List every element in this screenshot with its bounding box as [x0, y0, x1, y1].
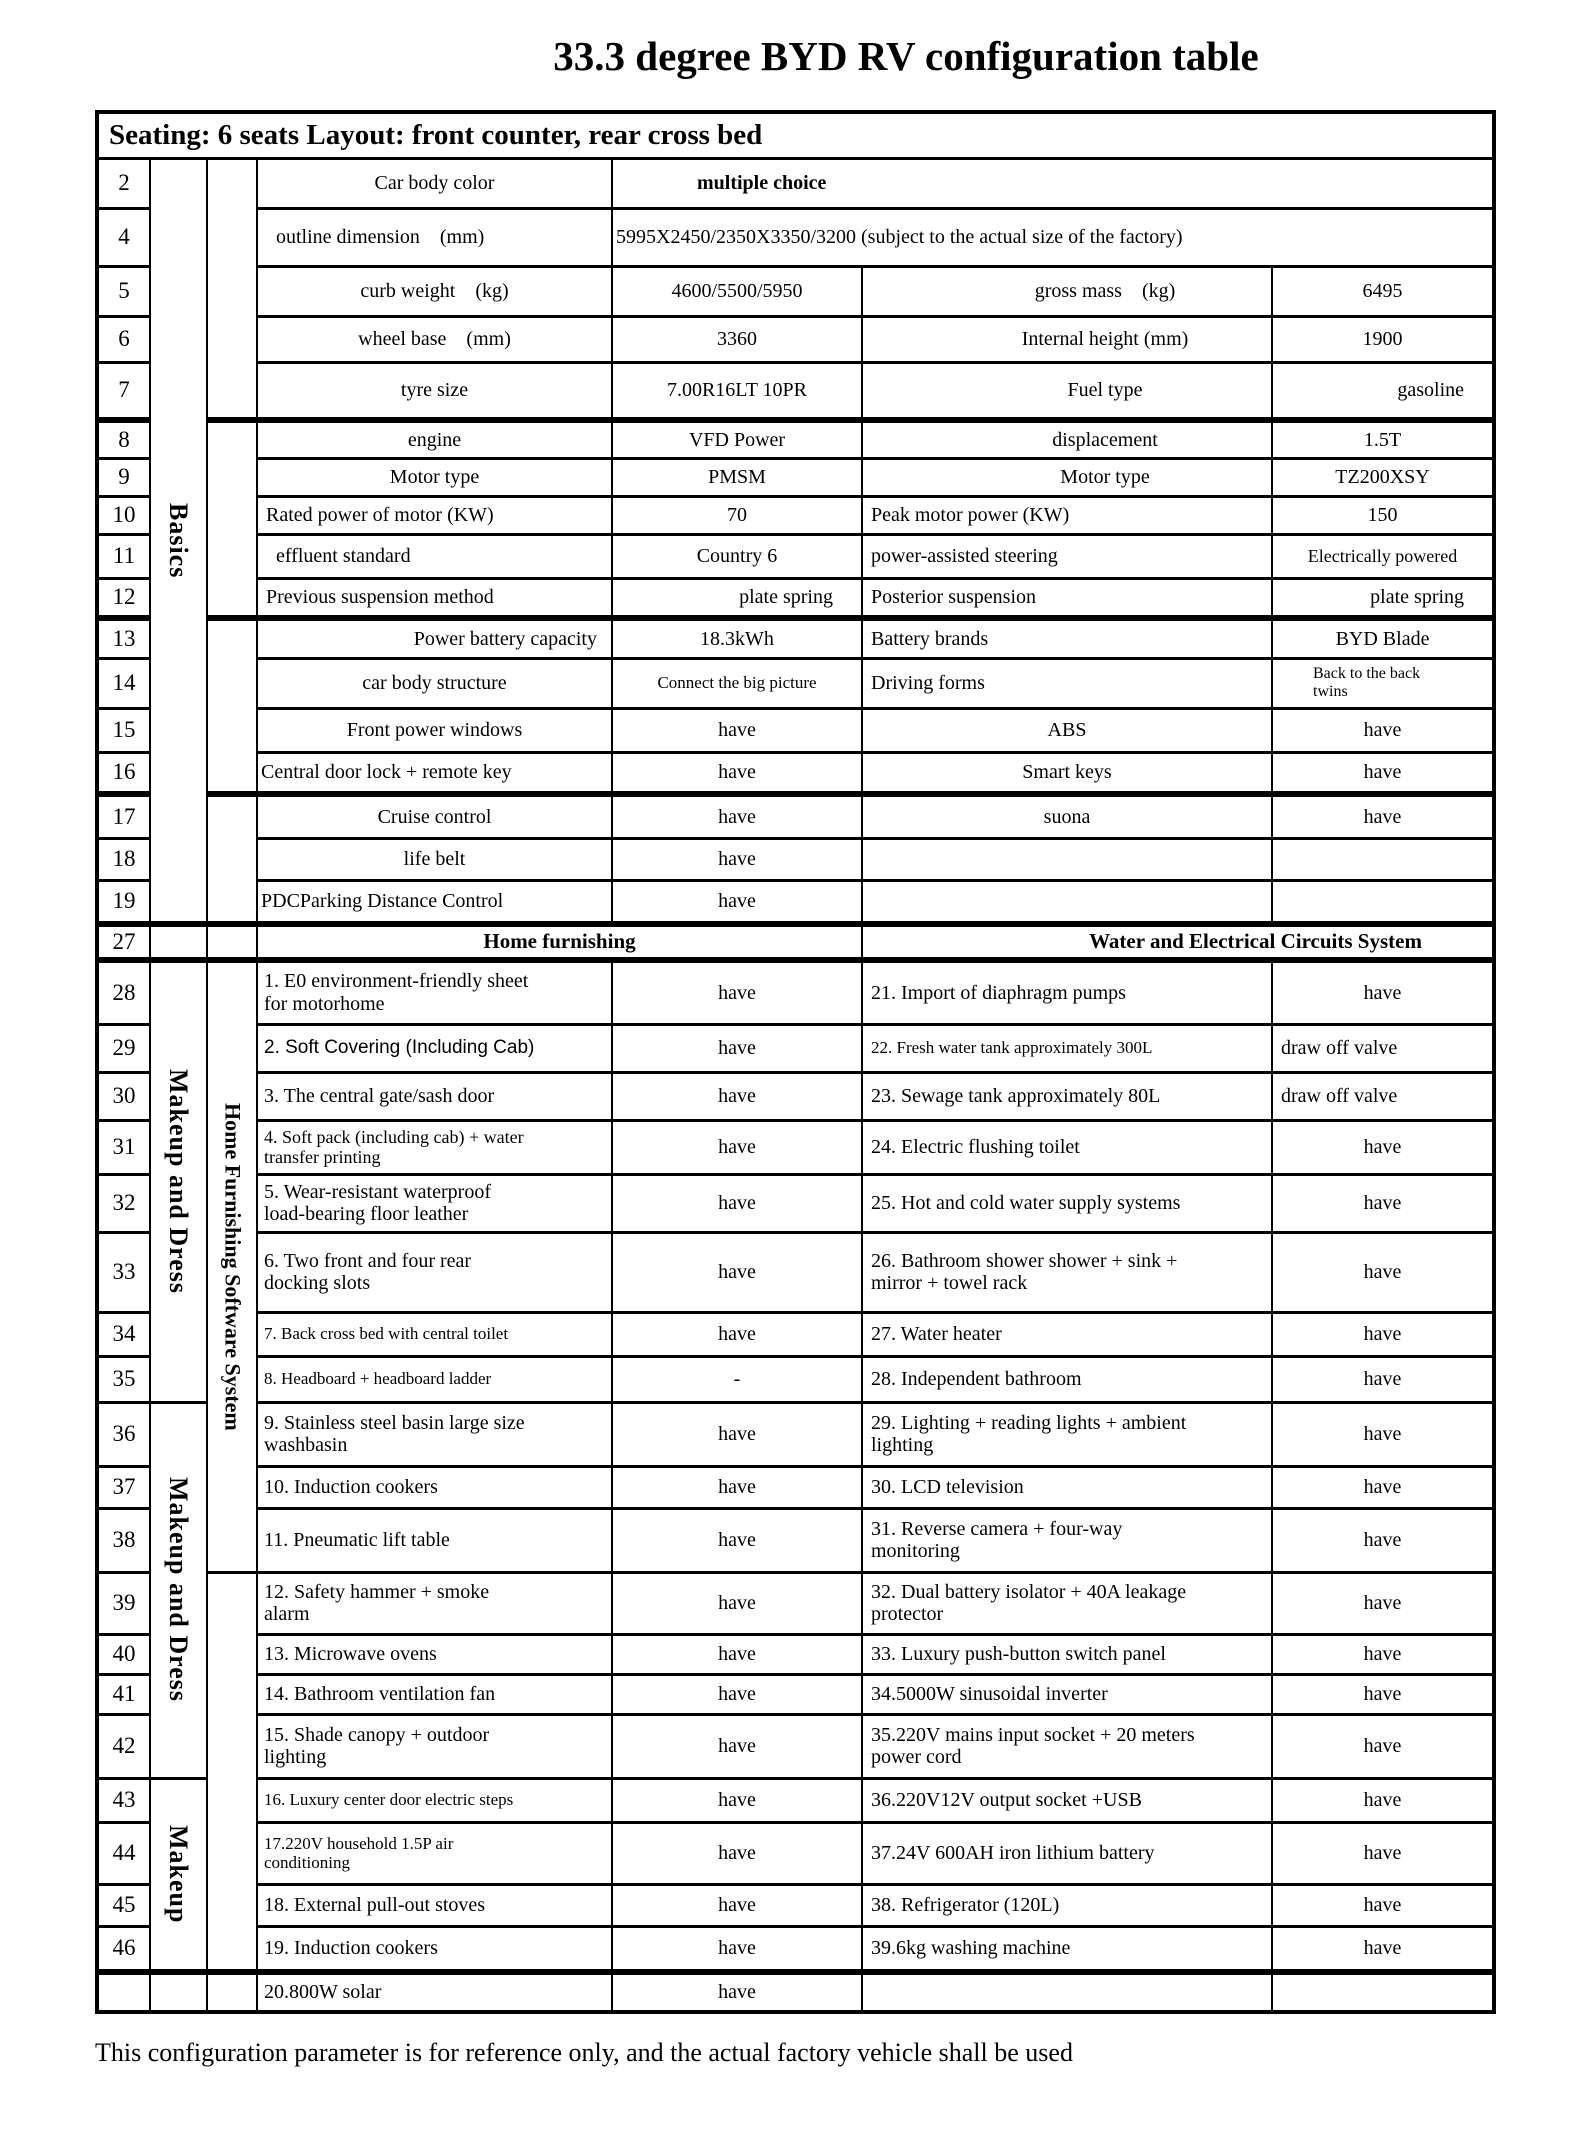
spec-label-cell: Smart keys	[862, 752, 1272, 794]
table-row	[97, 420, 1494, 458]
spec-label-cell: 3. The central gate/sash door	[257, 1072, 612, 1120]
row-number-cell: 8	[97, 420, 150, 458]
group-label-makeup: Makeup	[150, 1778, 207, 1972]
spec-label-cell: suona	[862, 794, 1272, 838]
spec-value-cell: draw off valve	[1272, 1024, 1494, 1072]
spec-value-cell: 4600/5500/5950	[612, 266, 862, 316]
spec-label-cell: 12. Safety hammer + smoke alarm	[257, 1572, 612, 1634]
spec-value-cell: -	[612, 1356, 862, 1402]
spec-label-cell: 5. Wear-resistant waterproof load-bearing floor leather	[257, 1174, 612, 1232]
spec-label-cell: 18. External pull-out stoves	[257, 1884, 612, 1926]
table-row	[97, 708, 1494, 752]
table-row	[97, 618, 1494, 658]
group-spacer-cell	[150, 1972, 207, 2012]
spec-value-cell: have	[1272, 1822, 1494, 1884]
spec-value-cell: have	[612, 1778, 862, 1822]
row-number-cell: 46	[97, 1926, 150, 1972]
table-row	[97, 112, 1494, 158]
table-row	[97, 1356, 1494, 1402]
spec-label-cell: life belt	[257, 838, 612, 880]
spec-label-cell: 16. Luxury center door electric steps	[257, 1778, 612, 1822]
table-row	[97, 1120, 1494, 1174]
row-number-cell: 44	[97, 1822, 150, 1884]
spec-label-cell: curb weight (kg)	[257, 266, 612, 316]
group-spacer-cell	[207, 1972, 257, 2012]
spec-label-cell: Power battery capacity	[257, 618, 612, 658]
spec-value-cell: have	[612, 794, 862, 838]
table-row	[97, 880, 1494, 924]
spec-value-cell: TZ200XSY	[1272, 458, 1494, 496]
spec-value-cell: gasoline	[1272, 362, 1494, 420]
table-row	[97, 1072, 1494, 1120]
spec-value-cell: have	[1272, 752, 1494, 794]
spec-value-cell: plate spring	[1272, 578, 1494, 618]
spec-value-cell: Electrically powered	[1272, 534, 1494, 578]
spec-label-cell: 4. Soft pack (including cab) + water transfer printing	[257, 1120, 612, 1174]
table-row	[97, 794, 1494, 838]
spec-label-cell: 29. Lighting + reading lights + ambient lighting	[862, 1402, 1272, 1466]
spec-value-cell: have	[612, 838, 862, 880]
section-header-water-electrical: Water and Electrical Circuits System	[862, 924, 1494, 960]
table-row	[97, 1778, 1494, 1822]
spec-value-cell: have	[612, 752, 862, 794]
table-row	[97, 1884, 1494, 1926]
spec-label-cell: gross mass (kg)	[862, 266, 1272, 316]
spec-value-cell: have	[612, 1822, 862, 1884]
row-number-cell: 36	[97, 1402, 150, 1466]
group-label-basics: Basics	[150, 158, 207, 924]
table-row	[97, 752, 1494, 794]
row-number-cell: 29	[97, 1024, 150, 1072]
spec-value-cell: have	[612, 1072, 862, 1120]
row-number-cell: 40	[97, 1634, 150, 1674]
spec-value-cell: have	[612, 1120, 862, 1174]
footer-note: This configuration parameter is for reference only, and the actual factory vehicle shall be used	[95, 2038, 1073, 2067]
row-number-cell: 7	[97, 362, 150, 420]
row-number-cell: 4	[97, 208, 150, 266]
spec-label-cell: 38. Refrigerator (120L)	[862, 1884, 1272, 1926]
spec-value-cell: have	[1272, 1926, 1494, 1972]
spec-label-cell: 15. Shade canopy + outdoor lighting	[257, 1714, 612, 1778]
row-number-cell: 43	[97, 1778, 150, 1822]
seating-layout-header: Seating: 6 seats Layout: front counter, rear cross bed	[97, 112, 1494, 158]
spec-label-cell	[862, 880, 1272, 924]
row-number-cell: 16	[97, 752, 150, 794]
spec-label-cell: 11. Pneumatic lift table	[257, 1508, 612, 1572]
spec-label-cell: 21. Import of diaphragm pumps	[862, 960, 1272, 1024]
spec-label-cell: 35.220V mains input socket + 20 meters power cord	[862, 1714, 1272, 1778]
table-row	[97, 496, 1494, 534]
spec-value-cell: have	[1272, 1884, 1494, 1926]
table-row	[97, 838, 1494, 880]
row-number-cell: 27	[97, 924, 150, 960]
spec-value-cell: have	[612, 1972, 862, 2012]
spec-label-cell: 14. Bathroom ventilation fan	[257, 1674, 612, 1714]
spec-value-cell: have	[1272, 1174, 1494, 1232]
table-row	[97, 578, 1494, 618]
spec-label-cell: engine	[257, 420, 612, 458]
spec-label-cell: 7. Back cross bed with central toilet	[257, 1312, 612, 1356]
row-number-cell: 45	[97, 1884, 150, 1926]
table-row	[97, 458, 1494, 496]
spec-value-cell: 18.3kWh	[612, 618, 862, 658]
table-row	[97, 316, 1494, 362]
spec-label-cell: effluent standard	[257, 534, 612, 578]
spec-value-cell: 1.5T	[1272, 420, 1494, 458]
spec-value-cell: have	[1272, 1232, 1494, 1312]
spec-label-cell: Rated power of motor (KW)	[257, 496, 612, 534]
spec-value-cell: have	[1272, 708, 1494, 752]
group-spacer-cell	[150, 924, 207, 960]
spec-value-cell: Back to the back twins	[1272, 658, 1494, 708]
spec-value-cell: have	[612, 1402, 862, 1466]
spec-value-cell: Connect the big picture	[612, 658, 862, 708]
spec-value-cell: have	[612, 1572, 862, 1634]
spec-value-cell: have	[1272, 1312, 1494, 1356]
table-row	[97, 1572, 1494, 1634]
spec-label-cell: Fuel type	[862, 362, 1272, 420]
table-row	[97, 1024, 1494, 1072]
spec-value-cell: 7.00R16LT 10PR	[612, 362, 862, 420]
spec-label-cell: car body structure	[257, 658, 612, 708]
table-row	[97, 1634, 1494, 1674]
spec-label-cell: Internal height (mm)	[862, 316, 1272, 362]
spec-label-cell: ABS	[862, 708, 1272, 752]
spec-value-cell	[1272, 838, 1494, 880]
row-number-cell: 11	[97, 534, 150, 578]
spec-value-cell: have	[1272, 1714, 1494, 1778]
spec-value-cell: have	[1272, 1402, 1494, 1466]
spec-label-cell: 32. Dual battery isolator + 40A leakage protector	[862, 1572, 1272, 1634]
table-row	[97, 960, 1494, 1024]
row-number-cell: 35	[97, 1356, 150, 1402]
subgroup-spacer-cell	[207, 420, 257, 618]
spec-value-cell	[1272, 880, 1494, 924]
row-number-cell: 15	[97, 708, 150, 752]
spec-label-cell: 20.800W solar	[257, 1972, 612, 2012]
table-row	[97, 1674, 1494, 1714]
section-header-home-furnishing: Home furnishing	[257, 924, 862, 960]
spec-label-cell: Posterior suspension	[862, 578, 1272, 618]
row-number-cell: 2	[97, 158, 150, 208]
spec-value-cell: have	[1272, 1674, 1494, 1714]
spec-value-cell: multiple choice	[612, 158, 1494, 208]
table-row	[97, 658, 1494, 708]
row-number-cell: 5	[97, 266, 150, 316]
spec-value-cell: have	[612, 1884, 862, 1926]
spec-value-cell: have	[612, 1508, 862, 1572]
spec-value-cell: have	[612, 1714, 862, 1778]
spec-value-cell: PMSM	[612, 458, 862, 496]
spec-label-cell: 36.220V12V output socket +USB	[862, 1778, 1272, 1822]
spec-value-cell: have	[612, 1926, 862, 1972]
subgroup-spacer-cell	[207, 618, 257, 794]
row-number-cell: 9	[97, 458, 150, 496]
spec-value-cell: Country 6	[612, 534, 862, 578]
spec-label-cell: 28. Independent bathroom	[862, 1356, 1272, 1402]
row-number-cell: 37	[97, 1466, 150, 1508]
spec-label-cell: 37.24V 600AH iron lithium battery	[862, 1822, 1272, 1884]
spec-label-cell: power-assisted steering	[862, 534, 1272, 578]
spec-label-cell: 30. LCD television	[862, 1466, 1272, 1508]
spec-label-cell: 2. Soft Covering (Including Cab)	[257, 1024, 612, 1072]
spec-label-cell: outline dimension (mm)	[257, 208, 612, 266]
group-label-makeup-and-dress: Makeup and Dress	[150, 1402, 207, 1778]
spec-value-cell: have	[1272, 960, 1494, 1024]
group-spacer-cell	[207, 1572, 257, 1972]
spec-label-cell: 1. E0 environment-friendly sheet for motorhome	[257, 960, 612, 1024]
table-row	[97, 924, 1494, 960]
spec-label-cell: Car body color	[257, 158, 612, 208]
spec-label-cell: 33. Luxury push-button switch panel	[862, 1634, 1272, 1674]
spec-label-cell: 34.5000W sinusoidal inverter	[862, 1674, 1272, 1714]
row-number-cell: 28	[97, 960, 150, 1024]
table-row	[97, 208, 1494, 266]
row-number-cell: 39	[97, 1572, 150, 1634]
spec-label-cell: Previous suspension method	[257, 578, 612, 618]
row-number-cell: 13	[97, 618, 150, 658]
row-number-cell: 31	[97, 1120, 150, 1174]
spec-label-cell: 26. Bathroom shower shower + sink + mirror + towel rack	[862, 1232, 1272, 1312]
table-row	[97, 266, 1494, 316]
spec-label-cell	[862, 1972, 1272, 2012]
spec-label-cell: Motor type	[862, 458, 1272, 496]
spec-value-cell: have	[612, 1634, 862, 1674]
spec-label-cell: Battery brands	[862, 618, 1272, 658]
subgroup-spacer-cell	[207, 158, 257, 420]
table-row	[97, 1972, 1494, 2012]
row-number-cell: 38	[97, 1508, 150, 1572]
spec-value-cell: have	[612, 1466, 862, 1508]
spec-label-cell: Motor type	[257, 458, 612, 496]
configuration-table	[95, 110, 1496, 2014]
spec-value-cell: 150	[1272, 496, 1494, 534]
table-row	[97, 362, 1494, 420]
row-number-cell: 33	[97, 1232, 150, 1312]
page-title: 33.3 degree BYD RV configuration table	[553, 33, 1259, 79]
spec-label-cell: 24. Electric flushing toilet	[862, 1120, 1272, 1174]
spec-value-cell: VFD Power	[612, 420, 862, 458]
spec-value-cell	[1272, 1972, 1494, 2012]
row-number-cell: 30	[97, 1072, 150, 1120]
spec-value-cell: have	[612, 1024, 862, 1072]
row-number-cell: 14	[97, 658, 150, 708]
row-number-cell: 12	[97, 578, 150, 618]
spec-value-cell: 1900	[1272, 316, 1494, 362]
table-row	[97, 1466, 1494, 1508]
row-number-cell	[97, 1972, 150, 2012]
spec-label-cell: 25. Hot and cold water supply systems	[862, 1174, 1272, 1232]
row-number-cell: 17	[97, 794, 150, 838]
group-spacer-cell	[207, 924, 257, 960]
spec-label-cell: 8. Headboard + headboard ladder	[257, 1356, 612, 1402]
spec-value-cell: have	[1272, 1356, 1494, 1402]
spec-value-cell: have	[1272, 1634, 1494, 1674]
spec-label-cell: 39.6kg washing machine	[862, 1926, 1272, 1972]
row-number-cell: 32	[97, 1174, 150, 1232]
table-row	[97, 1714, 1494, 1778]
group-label-home-furnishing-software-system: Home Furnishing Software System	[207, 960, 257, 1572]
row-number-cell: 19	[97, 880, 150, 924]
table-row	[97, 1508, 1494, 1572]
spec-value-cell: have	[612, 1232, 862, 1312]
spec-value-cell: have	[612, 1174, 862, 1232]
spec-value-cell: have	[1272, 794, 1494, 838]
spec-value-cell: have	[1272, 1572, 1494, 1634]
spec-value-cell: have	[1272, 1508, 1494, 1572]
spec-label-cell: 31. Reverse camera + four-way monitoring	[862, 1508, 1272, 1572]
spec-label-cell: displacement	[862, 420, 1272, 458]
table-row	[97, 158, 1494, 208]
spec-value-cell: have	[612, 708, 862, 752]
spec-value-cell: 3360	[612, 316, 862, 362]
subgroup-spacer-cell	[207, 794, 257, 924]
spec-label-cell: 9. Stainless steel basin large size washbasin	[257, 1402, 612, 1466]
spec-value-cell: have	[612, 1674, 862, 1714]
spec-label-cell: 27. Water heater	[862, 1312, 1272, 1356]
row-number-cell: 42	[97, 1714, 150, 1778]
table-row	[97, 1232, 1494, 1312]
spec-value-cell: BYD Blade	[1272, 618, 1494, 658]
spec-label-cell: 10. Induction cookers	[257, 1466, 612, 1508]
spec-value-cell: have	[1272, 1120, 1494, 1174]
spec-label-cell	[862, 838, 1272, 880]
spec-label-cell: 22. Fresh water tank approximately 300L	[862, 1024, 1272, 1072]
spec-label-cell: 6. Two front and four rear docking slots	[257, 1232, 612, 1312]
spec-value-cell: 70	[612, 496, 862, 534]
table-row	[97, 1174, 1494, 1232]
table-row	[97, 1822, 1494, 1884]
table-row	[97, 1402, 1494, 1466]
spec-label-cell: Central door lock + remote key	[257, 752, 612, 794]
spec-label-cell: 17.220V household 1.5P air conditioning	[257, 1822, 612, 1884]
spec-label-cell: Front power windows	[257, 708, 612, 752]
table-row	[97, 1926, 1494, 1972]
row-number-cell: 10	[97, 496, 150, 534]
spec-value-cell: 6495	[1272, 266, 1494, 316]
spec-label-cell: PDCParking Distance Control	[257, 880, 612, 924]
spec-value-cell: 5995X2450/2350X3350/3200 (subject to the actual size of the factory)	[612, 208, 1494, 266]
row-number-cell: 6	[97, 316, 150, 362]
spec-label-cell: 19. Induction cookers	[257, 1926, 612, 1972]
spec-value-cell: have	[1272, 1778, 1494, 1822]
table-row	[97, 534, 1494, 578]
spec-label-cell: tyre size	[257, 362, 612, 420]
spec-value-cell: have	[1272, 1466, 1494, 1508]
group-label-makeup-and-dress: Makeup and Dress	[150, 960, 207, 1402]
spec-value-cell: have	[612, 880, 862, 924]
spec-label-cell: wheel base (mm)	[257, 316, 612, 362]
spec-value-cell: draw off valve	[1272, 1072, 1494, 1120]
spec-label-cell: Driving forms	[862, 658, 1272, 708]
spec-value-cell: plate spring	[612, 578, 862, 618]
table-row	[97, 1312, 1494, 1356]
row-number-cell: 34	[97, 1312, 150, 1356]
spec-value-cell: have	[612, 1312, 862, 1356]
spec-label-cell: 13. Microwave ovens	[257, 1634, 612, 1674]
spec-value-cell: have	[612, 960, 862, 1024]
row-number-cell: 18	[97, 838, 150, 880]
row-number-cell: 41	[97, 1674, 150, 1714]
spec-label-cell: 23. Sewage tank approximately 80L	[862, 1072, 1272, 1120]
spec-label-cell: Peak motor power (KW)	[862, 496, 1272, 534]
spec-label-cell: Cruise control	[257, 794, 612, 838]
